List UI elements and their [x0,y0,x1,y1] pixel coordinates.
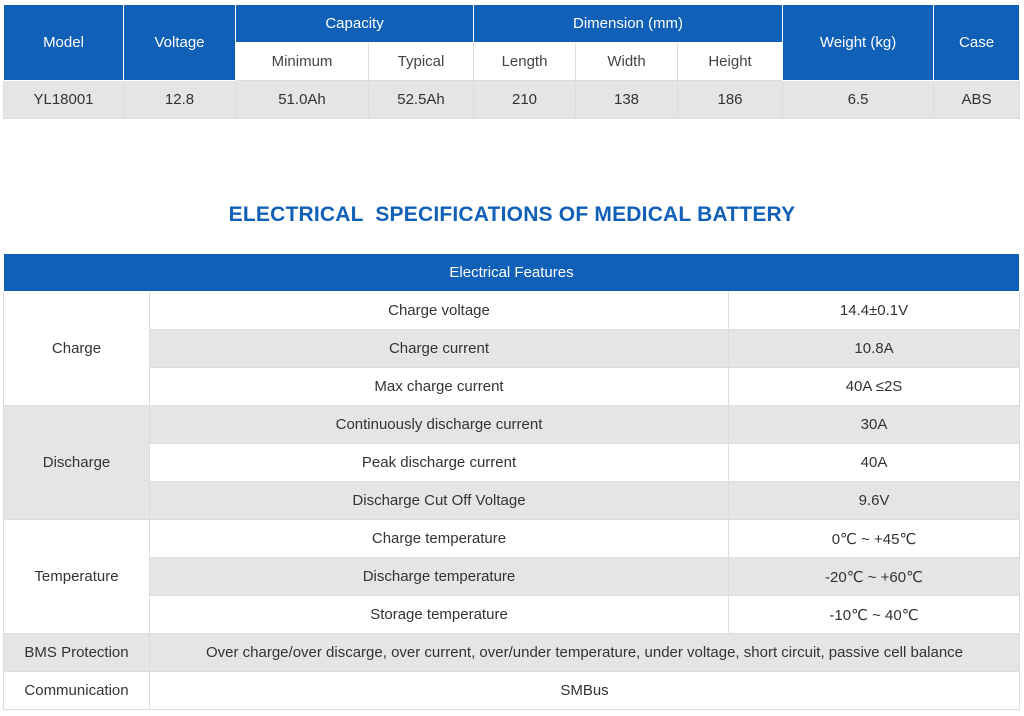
table-row [4,520,1020,558]
cell-length: 210 [474,81,576,119]
table-row [4,482,1020,520]
header-case: Case [934,5,1020,81]
electrical-features-table [3,253,1020,710]
bms-value: Over charge/over discarge, over current, over/under temperature, under voltage, short circuit, passive cell balance [150,634,1020,672]
param-name: Discharge temperature [150,558,729,596]
param-value: -20℃ ~ +60℃ [729,558,1020,596]
param-name: Storage temperature [150,596,729,634]
param-value: 9.6V [729,482,1020,520]
cell-case: ABS [934,81,1020,119]
group-label-temperature: Temperature [4,520,150,634]
param-value: 10.8A [729,330,1020,368]
header-width: Width [576,43,678,81]
table-row [4,558,1020,596]
table-row [4,292,1020,330]
param-name: Continuously discharge current [150,406,729,444]
cell-height: 186 [678,81,783,119]
bms-label: BMS Protection [4,634,150,672]
param-name: Charge temperature [150,520,729,558]
group-label-discharge: Discharge [4,406,150,520]
param-name: Charge voltage [150,292,729,330]
cell-voltage: 12.8 [124,81,236,119]
section-title: ELECTRICAL SPECIFICATIONS OF MEDICAL BATTERY [228,203,796,226]
table-row [4,444,1020,482]
header-dimension: Dimension (mm) [474,5,783,43]
header-capacity-typ: Typical [369,43,474,81]
param-name: Max charge current [150,368,729,406]
table-row [4,406,1020,444]
header-length: Length [474,43,576,81]
communication-value: SMBus [150,672,1020,710]
group-label-charge: Charge [4,292,150,406]
header-height: Height [678,43,783,81]
header-weight: Weight (kg) [783,5,934,81]
param-name: Charge current [150,330,729,368]
table-row [4,368,1020,406]
param-value: 0℃ ~ +45℃ [729,520,1020,558]
battery-spec-table [3,4,1020,119]
cell-weight: 6.5 [783,81,934,119]
param-value: 40A ≤2S [729,368,1020,406]
electrical-features-header: Electrical Features [4,254,1020,292]
header-model: Model [4,5,124,81]
table-row [4,672,1020,710]
header-voltage: Voltage [124,5,236,81]
param-value: 14.4±0.1V [729,292,1020,330]
param-name: Peak discharge current [150,444,729,482]
header-capacity: Capacity [236,5,474,43]
table-row [4,634,1020,672]
table-row [4,596,1020,634]
param-value: -10℃ ~ 40℃ [729,596,1020,634]
table-row [4,81,1020,119]
header-capacity-min: Minimum [236,43,369,81]
param-value: 30A [729,406,1020,444]
param-value: 40A [729,444,1020,482]
param-name: Discharge Cut Off Voltage [150,482,729,520]
cell-capacity-min: 51.0Ah [236,81,369,119]
communication-label: Communication [4,672,150,710]
cell-capacity-typ: 52.5Ah [369,81,474,119]
table-row [4,330,1020,368]
cell-width: 138 [576,81,678,119]
cell-model: YL18001 [4,81,124,119]
